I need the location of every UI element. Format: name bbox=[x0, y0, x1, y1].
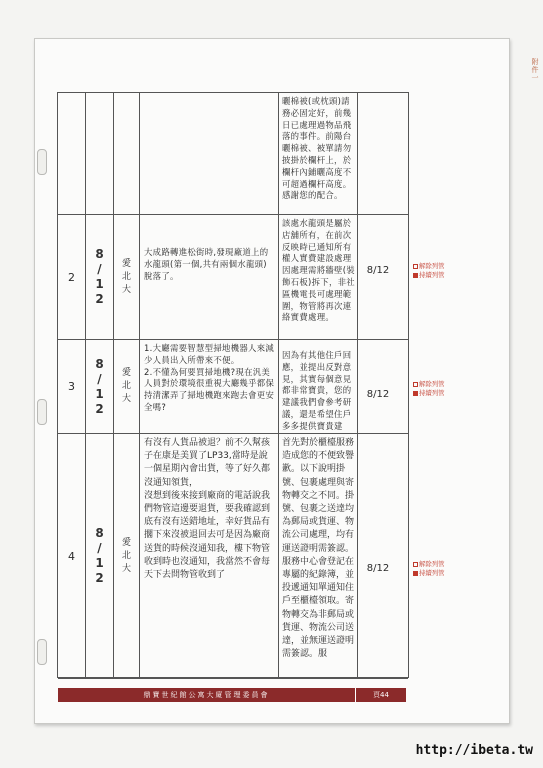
reporter-name: 愛 北 大 bbox=[121, 368, 131, 404]
status-option-continue[interactable]: 持續列管 bbox=[413, 271, 463, 280]
checkbox-unchecked-icon bbox=[413, 382, 418, 387]
report-date: 8 / 1 2 bbox=[95, 247, 104, 306]
done-date: 8/12 bbox=[366, 563, 390, 574]
reply-text: 該處水龍頭是屬於店舖所有，在前次反映時已通知所有權人實費建設處理因處理需將牆壁(裝飾石板)拆下，非社區機電長可處理範圍，物管將再次連絡實費處理。 bbox=[282, 218, 355, 323]
page-number: 頁44 bbox=[355, 688, 406, 702]
side-tab-text: 附件一 bbox=[531, 58, 539, 82]
feedback-table bbox=[57, 92, 409, 678]
status-option-release[interactable]: 解除列管 bbox=[413, 262, 463, 271]
row-number: 2 bbox=[68, 270, 75, 284]
checkbox-checked-icon bbox=[413, 273, 418, 278]
reply-text: 首先對於櫃檯服務造成您的不便致譽歉。以下說明掛號、包裹處理與寄物轉交之不同。掛號、包裹之送達均為郵局或貨運、物流公司處理，均有運送證明需簽認。服務中心會登記在專屬的紀錄簿，並投遞通知單通知住戶至櫃檯領取。寄物轉交為非郵局或貨運、物流公司送達，並無運送證明需簽認。服 bbox=[282, 438, 355, 660]
checkbox-unchecked-icon bbox=[413, 562, 418, 567]
status-options bbox=[411, 560, 463, 578]
page-footer bbox=[58, 688, 406, 702]
status-options bbox=[411, 380, 463, 398]
reporter-name: 愛 北 大 bbox=[121, 258, 131, 295]
reply-text: 因為有其他住戶回應，並提出反對意見，其實每個意見都非常寶貴，您的建議我們會參考研議，還是希望住戶多多提供寶貴建 bbox=[282, 350, 352, 431]
checkbox-unchecked-icon bbox=[413, 264, 418, 269]
status-option-continue[interactable]: 持續列管 bbox=[413, 569, 463, 578]
table-row-continued bbox=[58, 93, 408, 215]
footer-organization: 鼎寶世紀館公寓大廈管理委員會 bbox=[143, 691, 270, 699]
reply-text: 曬棉被(或枕頭)請務必固定好，前幾日已處理過物品飛落的事件。前陽台曬棉被、被單請勿披掛於欄杆上，於欄杆內鋪曬高度不可超過欄杆高度。感謝您的配合。 bbox=[282, 96, 352, 201]
done-date: 8/12 bbox=[366, 389, 390, 400]
row-number: 3 bbox=[68, 380, 75, 393]
report-date: 8 / 1 2 bbox=[95, 356, 104, 416]
binder-hole bbox=[37, 639, 47, 665]
report-date: 8 / 1 2 bbox=[95, 526, 104, 585]
issue-content: 1.大廳需要智慧型掃地機器人來減少人員出入所帶來不便。 2.不懂為何要買掃地機?現在汎美人員對於環境很重視大廳幾乎都保持清潔弄了掃地機跑來跑去會更安全嗎? bbox=[144, 343, 275, 412]
table-row bbox=[58, 434, 408, 679]
reporter-name: 愛 北 大 bbox=[121, 537, 131, 574]
issue-content: 有沒有人貨品被退？前不久幫孩子在康是美買了LP33,當時是說一個星期內會出貨，等了好久都沒通知領貨， 沒想到後來接到廠商的電話說我們物管這邊要退貨，要我確認到底有沒有送錯地址，幸好貨品有擱下來沒被退回去可是因為廠商送貨的時候沒通知我，樓下物管收到時也沒通知，我當然不會每天下去問物管收到了 bbox=[144, 438, 271, 581]
checkbox-checked-icon bbox=[413, 391, 418, 396]
done-date: 8/12 bbox=[366, 265, 390, 276]
status-option-continue[interactable]: 持續列管 bbox=[413, 389, 463, 398]
table-row bbox=[58, 340, 408, 434]
watermark-url: http://ibeta.tw bbox=[415, 743, 533, 758]
binder-hole bbox=[37, 149, 47, 175]
checkbox-checked-icon bbox=[413, 571, 418, 576]
status-option-release[interactable]: 解除列管 bbox=[413, 560, 463, 569]
status-options bbox=[411, 262, 463, 280]
issue-content: 大成路轉進松街時,發現廠道上的水龍頭(第一個,共有兩個水龍頭)脫落了。 bbox=[144, 247, 269, 281]
binder-hole bbox=[37, 399, 47, 425]
table-row bbox=[58, 215, 408, 340]
row-number: 4 bbox=[68, 549, 75, 563]
status-option-release[interactable]: 解除列管 bbox=[413, 380, 463, 389]
